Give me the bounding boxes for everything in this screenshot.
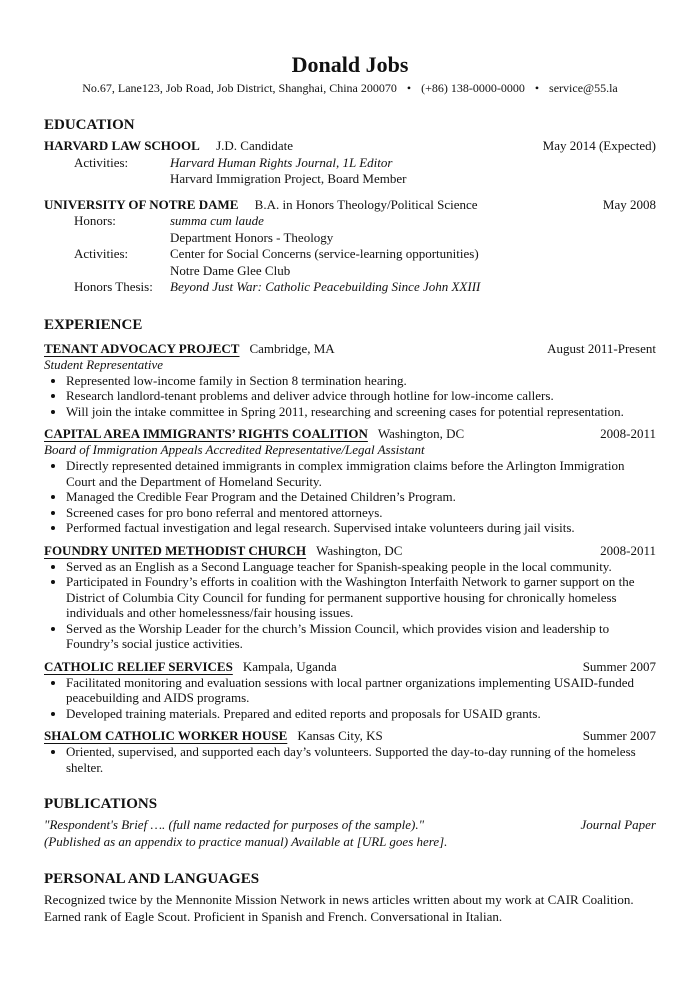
job-date: 2008-2011 [600, 426, 656, 441]
job-bullet: • Research landlord-tenant problems and deliver advice through hotline for low-income callers. [66, 388, 656, 404]
detail-label: Honors Thesis: [74, 279, 153, 294]
job-left [44, 727, 383, 744]
job-organization: CATHOLIC RELIEF SERVICES [44, 658, 233, 674]
job-bullet: • Served as an English as a Second Language teacher for Spanish-speaking people in the local community. [66, 559, 656, 575]
experience-heading: EXPERIENCE [44, 316, 143, 333]
job-entry [44, 425, 656, 536]
job-role: Board of Immigration Appeals Accredited Representative/Legal Assistant [44, 442, 425, 457]
detail-label: Activities: [74, 154, 129, 170]
job-bullets [44, 373, 656, 420]
school-name: HARVARD LAW SCHOOL [44, 138, 200, 153]
personal-text: Recognized twice by the Mennonite Mission Network in news articles written about my work at CAIR Coalition. Earned rank of Eagle Scout. Proficient in Spanish and French. Conversational in Italian. [44, 892, 634, 924]
job-bullet: • Participated in Foundry’s efforts in coalition with the Washington Interfaith Network to garner support on the District of Columbia City Council for funding for permanent supportive housing for chronically homeless individuals and other homelessness/fair housing issues. [66, 574, 656, 621]
job-header [44, 727, 656, 744]
job-bullet: • Oriented, supervised, and supported each day’s volunteers. Supported the day-to-day running of the homeless shelter. [66, 744, 656, 775]
job-entry [44, 340, 656, 420]
job-left [44, 658, 337, 675]
school-header [44, 197, 656, 214]
publication-type: Journal Paper [580, 817, 656, 832]
detail-row [44, 155, 656, 188]
detail-value: Harvard Immigration Project, Board Member [170, 171, 407, 186]
detail-value: summa cum laude [170, 213, 264, 228]
job-bullet: • Developed training materials. Prepared and edited reports and proposals for USAID grants. [66, 706, 656, 722]
school-date: May 2014 (Expected) [542, 138, 656, 153]
email: service@55.la [549, 81, 618, 95]
experience-section [44, 340, 656, 776]
detail-values [170, 213, 333, 246]
detail-values [170, 279, 480, 296]
job-header [44, 425, 656, 442]
education-section [44, 138, 656, 296]
job-left [44, 542, 402, 559]
job-header [44, 542, 656, 559]
school-left [44, 138, 293, 155]
job-location: Washington, DC [377, 426, 465, 441]
job-organization: FOUNDRY UNITED METHODIST CHURCH [44, 542, 307, 558]
job-header [44, 658, 656, 675]
job-entry [44, 658, 656, 722]
degree: B.A. in Honors Theology/Political Science [254, 196, 478, 212]
job-date: August 2011-Present [547, 340, 656, 356]
job-bullet: • Represented low-income family in Section 8 termination hearing. [66, 373, 656, 389]
job-date: 2008-2011 [600, 542, 656, 558]
school-header [44, 138, 656, 155]
job-bullets [44, 675, 656, 722]
school-entry [44, 197, 656, 296]
detail-value: Harvard Human Rights Journal, 1L Editor [170, 154, 393, 170]
job-date: Summer 2007 [582, 728, 656, 743]
detail-row [44, 246, 656, 279]
detail-label: Activities: [74, 246, 129, 261]
job-entry [44, 542, 656, 652]
job-organization: TENANT ADVOCACY PROJECT [44, 340, 240, 356]
candidate-name: Donald Jobs [291, 52, 409, 77]
job-bullet: • Performed factual investigation and legal research. Supervised intake volunteers during jail visits. [66, 520, 656, 536]
job-role: Student Representative [44, 356, 164, 372]
publications-section [44, 817, 656, 850]
job-organization: CAPITAL AREA IMMIGRANTS’ RIGHTS COALITION [44, 426, 368, 441]
detail-values [170, 155, 406, 188]
job-location: Kampala, Uganda [242, 658, 337, 674]
publications-heading: PUBLICATIONS [44, 796, 158, 812]
job-header [44, 340, 656, 357]
detail-label: Honors: [74, 213, 116, 228]
school-left [44, 197, 478, 214]
contact-line [44, 81, 656, 96]
job-bullets [44, 559, 656, 652]
detail-value: Department Honors - Theology [170, 229, 334, 245]
publication-note: (Published as an appendix to practice manual) Available at [URL goes here]. [44, 833, 448, 849]
job-location: Kansas City, KS [297, 728, 383, 743]
job-bullet: • Managed the Credible Fear Program and the Detained Children’s Program. [66, 489, 656, 505]
address: No.67, Lane123, Job Road, Job District, Shanghai, China 200070 [82, 81, 397, 95]
detail-value: Beyond Just War: Catholic Peacebuilding Since John XXIII [170, 279, 481, 294]
job-entry [44, 727, 656, 775]
job-location: Washington, DC [316, 542, 403, 558]
detail-values [170, 246, 479, 279]
school-date: May 2008 [602, 196, 656, 212]
publication-title: "Respondent's Brief …. (full name redacted for purposes of the sample)." [44, 817, 425, 832]
detail-row [44, 213, 656, 246]
job-bullet: • Facilitated monitoring and evaluation sessions with local partner organizations implementing USAID-funded peacebuilding and AIDS programs. [66, 675, 656, 706]
education-heading: EDUCATION [44, 117, 135, 133]
detail-row [44, 279, 656, 296]
separator-bullet: • [406, 81, 412, 95]
job-bullets [44, 744, 656, 775]
detail-value: Notre Dame Glee Club [170, 262, 291, 278]
job-bullet: • Directly represented detained immigrants in complex immigration claims before the Arlington Immigration Court and the Department of Homeland Security. [66, 458, 656, 489]
resume-page [44, 52, 656, 925]
job-left [44, 340, 335, 357]
job-bullet: • Will join the intake committee in Spring 2011, researching and screening cases for potential representation. [66, 404, 656, 420]
job-organization: SHALOM CATHOLIC WORKER HOUSE [44, 728, 288, 743]
phone: (+86) 138-0000-0000 [421, 81, 525, 95]
separator-bullet: • [534, 81, 540, 95]
school-name: UNIVERSITY OF NOTRE DAME [44, 196, 239, 212]
job-bullets [44, 458, 656, 536]
job-bullet: • Screened cases for pro bono referral and mentored attorneys. [66, 505, 656, 521]
job-bullet: • Served as the Worship Leader for the church’s Mission Council, which provides vision and leadership to Foundry’s social justice activities. [66, 621, 656, 652]
degree: J.D. Candidate [216, 138, 293, 153]
job-location: Cambridge, MA [249, 340, 335, 356]
personal-heading: PERSONAL AND LANGUAGES [44, 871, 260, 887]
job-date: Summer 2007 [582, 658, 656, 674]
detail-value: Center for Social Concerns (service-learning opportunities) [170, 246, 479, 261]
job-left [44, 425, 464, 442]
school-entry [44, 138, 656, 188]
